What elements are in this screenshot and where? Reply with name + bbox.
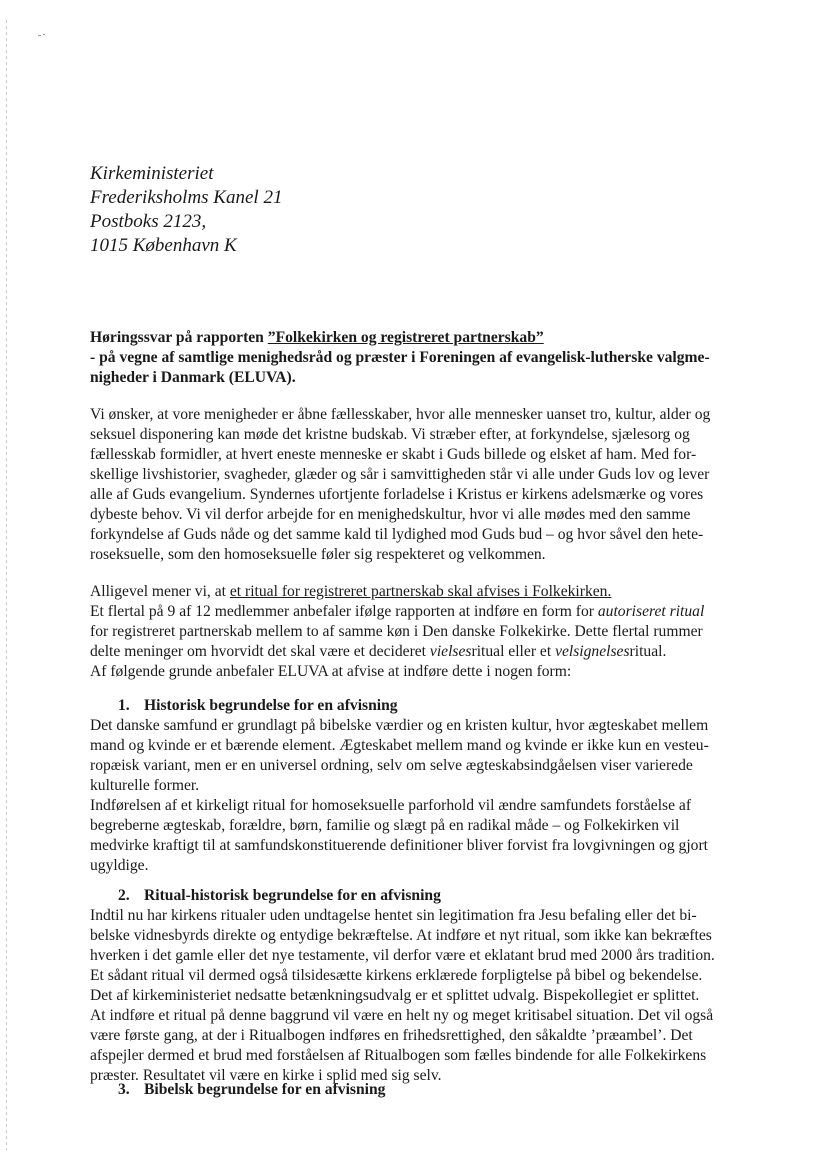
address-line: Postboks 2123,	[90, 211, 207, 232]
text-line: afspejler dermed et brud med forståelsen af Ritualbogen som fælles bindende for alle Folkekirkens	[90, 1047, 707, 1064]
stance-italic: autoriseret ritual	[597, 603, 705, 620]
heading-prefix: Høringssvar på rapporten	[90, 329, 268, 346]
section-number: 3.	[118, 1081, 130, 1098]
heading-line-1	[90, 328, 790, 348]
section-1	[90, 696, 790, 876]
text-line: medvirke kraftigt til at samfundskonstituerende definitioner bliver forvist fra lovgivningen og gjort	[90, 837, 708, 854]
text-line: roseksuelle, som den homoseksuelle føler sig respekteret og velkommen.	[90, 546, 546, 563]
stance-paragraph	[90, 582, 790, 682]
address-line: Kirkeministeriet	[90, 163, 214, 184]
stance-text: ritual.	[629, 643, 667, 660]
scan-mark-artifact	[38, 34, 46, 37]
stance-text: delte meninger om hvorvidt det skal være et decideret	[90, 643, 430, 660]
intro-paragraph	[90, 405, 790, 565]
section-3	[90, 1080, 790, 1100]
heading-line-2: - på vegne af samtlige menighedsråd og præster i Foreningen af evangelisk-lutherske valgme-	[90, 349, 710, 366]
text-line: alle af Guds evangelium. Syndernes ufortjente forladelse i Kristus er kirkens adelsmærke og vores	[90, 486, 704, 503]
stance-text: Et flertal på 9 af 12 medlemmer anbefaler ifølge rapporten at indføre en form for	[90, 603, 598, 620]
text-line: forkyndelse af Guds nåde og det samme kald til lydighed mod Guds bud – og hvor såvel den hete-	[90, 526, 704, 543]
text-line: seksuel disponering kan møde det kristne budskab. Vi stræber efter, at forkyndelse, sjælesorg og	[90, 426, 690, 443]
text-line: være første gang, at der i Ritualbogen indføres en frihedsrettighed, den såkaldte ’præambel’. Det	[90, 1027, 693, 1044]
section-heading	[90, 886, 790, 906]
document-heading	[90, 328, 790, 388]
text-line: Vi ønsker, at vore menigheder er åbne fællesskaber, hvor alle mennesker uanset tro, kultur, alder og	[90, 406, 711, 423]
text-line: Indførelsen af et kirkeligt ritual for homoseksuelle parforhold vil ændre samfundets forståelse af	[90, 797, 692, 814]
text-line: ropæisk variant, men er en universel ordning, selv om selve ægteskabsindgåelsen viser varierede	[90, 757, 693, 774]
text-line: Af følgende grunde anbefaler ELUVA at afvise at indføre dette i nogen form:	[90, 663, 572, 680]
section-number: 1.	[118, 697, 130, 714]
recipient-address	[90, 162, 282, 258]
text-line: dybeste behov. Vi vil derfor arbejde for en menighedskultur, hvor vi alle mødes med den samme	[90, 506, 691, 523]
text-line: skellige livshistorier, svagheder, glæder og sår i samvittigheden står vi alle under Guds lov og lever	[90, 466, 710, 483]
text-line: kulturelle former.	[90, 777, 200, 794]
text-line: ugyldige.	[90, 857, 149, 874]
section-title: Bibelsk begrundelse for en afvisning	[144, 1081, 386, 1098]
text-line: Et sådant ritual vil dermed også tilsidesætte kirkens erklærede forpligtelse på bibel og bekendelse.	[90, 967, 703, 984]
stance-underlined: et ritual for registreret partnerskab skal afvises i Folkekirken.	[229, 583, 612, 600]
section-heading	[90, 696, 790, 716]
heading-line-3: nigheder i Danmark (ELUVA).	[90, 369, 296, 386]
text-line: At indføre et ritual på denne baggrund vil være en helt ny og meget kritisabel situation. Det vil også	[90, 1007, 714, 1024]
address-line: 1015 København K	[90, 235, 237, 256]
text-line: præster. Resultatet vil være en kirke i splid med sig selv.	[90, 1067, 442, 1084]
section-title: Historisk begrundelse for en afvisning	[144, 697, 398, 714]
stance-prefix: Alligevel mener vi, at	[90, 583, 230, 600]
text-line: hverken i det gamle eller det nye testamente, vil derfor være et eklatant brud med 2000 års tradition.	[90, 947, 715, 964]
section-title: Ritual-historisk begrundelse for en afvisning	[144, 887, 441, 904]
section-2	[90, 886, 790, 1086]
text-line: Det af kirkeministeriet nedsatte betænkningsudvalg er et splittet udvalg. Bispekollegiet er splittet.	[90, 987, 700, 1004]
text-line	[90, 642, 790, 662]
text-line: for registreret partnerskab mellem to af samme køn i Den danske Folkekirke. Dette flertal rummer	[90, 623, 703, 640]
text-line	[90, 582, 790, 602]
stance-italic: vielses	[429, 643, 472, 660]
text-line: begreberne ægteskab, forældre, børn, familie og slægt på en radikal måde – og Folkekirken vil	[90, 817, 680, 834]
address-line: Frederiksholms Kanel 21	[90, 187, 283, 208]
text-line: fællesskab formidler, at hvert eneste menneske er skabt i Guds billede og elsket af ham. Med for-	[90, 446, 697, 463]
report-title: ”Folkekirken og registreret partnerskab”	[267, 329, 544, 346]
text-line: mand og kvinde er et bærende element. Ægteskabet mellem mand og kvinde er ikke kun en vesteu-	[90, 737, 709, 754]
stance-italic: velsignelses	[555, 643, 630, 660]
text-line: belske vidnesbyrds direkte og entydige bekræftelse. At indføre et nyt ritual, som ikke kan bekræftes	[90, 927, 712, 944]
text-line: Det danske samfund er grundlagt på bibelske værdier og en kristen kultur, hvor ægteskabet mellem	[90, 717, 709, 734]
text-line: Indtil nu har kirkens ritualer uden undtagelse hentet sin legitimation fra Jesu befaling eller det bi-	[90, 907, 697, 924]
section-heading	[90, 1080, 790, 1100]
stance-text: ritual eller et	[471, 643, 556, 660]
section-number: 2.	[118, 887, 130, 904]
scan-edge-artifact	[6, 20, 7, 1150]
text-line	[90, 602, 790, 622]
